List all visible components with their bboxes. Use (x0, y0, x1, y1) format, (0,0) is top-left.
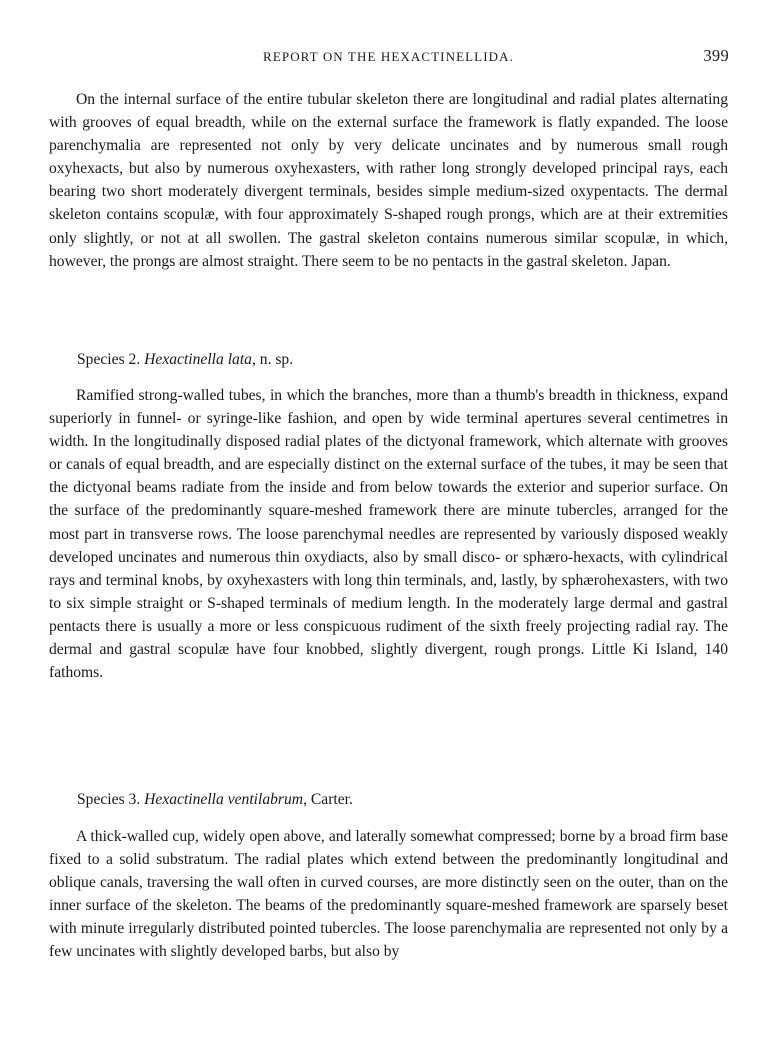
species-2-name: Hexactinella lata (144, 351, 252, 368)
page-number: 399 (703, 46, 729, 65)
species-2-suffix: , n. sp. (251, 351, 294, 368)
paragraph-species-3-description: A thick-walled cup, widely open above, and laterally somewhat compressed; borne by a broad firm base fixed to a solid substratum. The radial plates which extend between the predominantly longitudinal and oblique canals, traversing the wall often in curved courses, are more distinctly seen on the outer, than on the inner surface of the skeleton. The beams of the predominantly square-meshed framework are sparsely beset with minute irregularly distributed pointed tubercles. The loose parenchymalia are represented not only by a few uncinates with slightly developed barbs, but also by (49, 828, 728, 961)
paragraph-species-1-description: On the internal surface of the entire tubular skeleton there are longitudinal and radial plates alternating with grooves of equal breadth, while on the external surface the framework is flatly expanded. The loose parenchymalia are represented not only by very delicate uncinates and by numerous small rough oxyhexacts, but also by numerous oxyhexasters, with rather long strongly developed principal rays, each bearing two short moderately divergent terminals, besides simple medium-sized oxypentacts. The dermal skeleton contains scopulæ, with four approximately S-shaped rough prongs, which are at their extremities only slightly, or not at all swollen. The gastral skeleton contains numerous similar scopulæ, in which, however, the prongs are almost straight. There seem to be no pentacts in the gastral skeleton. Japan. (49, 91, 728, 270)
species-3-label: Species 3. (77, 791, 141, 808)
running-title: REPORT ON THE HEXACTINELLIDA. (263, 49, 514, 64)
species-2-label: Species 2. (77, 351, 141, 368)
species-3-name: Hexactinella ventilabrum (144, 791, 304, 808)
species-3-heading (77, 789, 353, 811)
species-2-heading (77, 349, 293, 371)
paragraph-species-2-description: Ramified strong-walled tubes, in which the branches, more than a thumb's breadth in thickness, expand superiorly in funnel- or syringe-like fashion, and open by wide terminal apertures several centimetres in width. In the longitudinally disposed radial plates of the dictyonal framework, which alternate with grooves or canals of equal breadth, and are especially distinct on the external surface of the tubes, it may be seen that the dictyonal beams radiate from the inside and from below towards the exterior and superior surface. On the surface of the predominantly square-meshed framework there are minute tubercles, arranged for the most part in transverse rows. The loose parenchymal needles are represented by variously disposed weakly developed uncinates and numerous thin oxydiacts, also by small disco- or sphæro-hexacts, with cylindrical rays and terminal knobs, by oxyhexasters with long thin terminals, and, lastly, by sphærohexasters, with two to six simple straight or S-shaped terminals of medium length. In the moderately large dermal and gastral pentacts there is usually a more or less conspicuous rudiment of the sixth freely projecting radial ray. The dermal and gastral scopulæ have four knobbed, slightly divergent, rough prongs. Little Ki Island, 140 fathoms. (49, 387, 728, 682)
running-header (48, 46, 729, 68)
species-3-suffix: , Carter. (303, 791, 353, 808)
